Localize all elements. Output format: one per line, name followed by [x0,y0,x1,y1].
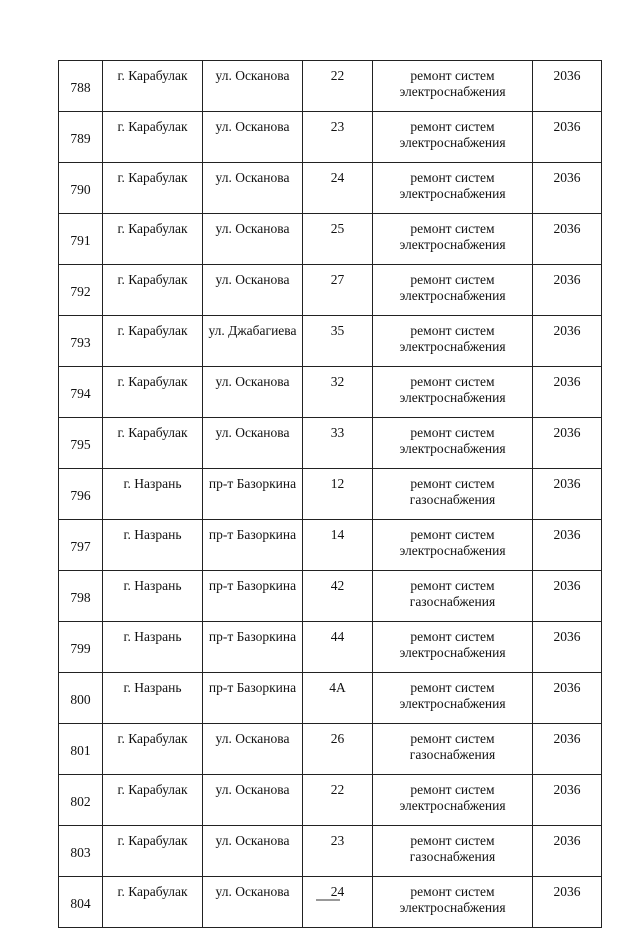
planned-year: 2036 [553,221,581,236]
row-number-cell [59,316,103,367]
city-name: г. Назрань [123,629,182,644]
planned-year: 2036 [553,680,581,695]
year-cell [533,520,602,571]
year-cell [533,673,602,724]
house-number: 35 [330,323,345,338]
city-name: г. Карабулак [117,731,188,746]
city-name: г. Карабулак [117,833,188,848]
year-cell [533,61,602,112]
work-type-cell [373,61,533,112]
street-cell [203,163,303,214]
city-name: г. Карабулак [117,272,188,287]
house-number-cell [303,571,373,622]
year-cell [533,724,602,775]
house-number: 33 [330,425,345,440]
row-number: 804 [70,896,91,911]
house-number: 4А [329,680,346,695]
work-type-line-2: газоснабжения [409,594,496,609]
street-cell [203,877,303,928]
city-cell [103,367,203,418]
house-number-cell [303,61,373,112]
house-number-cell [303,265,373,316]
work-type-line-2: электроснабжения [399,441,506,456]
city-name: г. Назрань [123,680,182,695]
scan-footer-mark [316,899,340,901]
row-number-cell [59,163,103,214]
planned-year: 2036 [553,323,581,338]
row-number-cell [59,520,103,571]
house-number: 32 [330,374,345,389]
row-number-cell [59,112,103,163]
work-type-line-2: электроснабжения [399,645,506,660]
row-number: 801 [70,743,91,758]
street-name: ул. Осканова [215,782,290,797]
table-row [59,418,602,469]
street-name: ул. Джабагиева [208,323,297,338]
house-number-cell [303,673,373,724]
street-name: ул. Осканова [215,884,290,899]
city-name: г. Карабулак [117,782,188,797]
table-body [59,61,602,928]
work-type-line-1: ремонт систем [410,68,495,83]
street-name: пр-т Базоркина [208,629,297,644]
street-cell [203,724,303,775]
street-cell [203,571,303,622]
city-name: г. Карабулак [117,119,188,134]
city-name: г. Назрань [123,476,182,491]
work-type-line-2: электроснабжения [399,390,506,405]
year-cell [533,571,602,622]
street-name: пр-т Базоркина [208,680,297,695]
work-type-line-2: газоснабжения [409,747,496,762]
work-type-line-2: электроснабжения [399,84,506,99]
street-cell [203,520,303,571]
planned-year: 2036 [553,833,581,848]
city-cell [103,214,203,265]
year-cell [533,316,602,367]
street-cell [203,112,303,163]
city-cell [103,775,203,826]
city-cell [103,520,203,571]
house-number-cell [303,112,373,163]
row-number-cell [59,418,103,469]
street-cell [203,265,303,316]
table-row [59,469,602,520]
city-cell [103,826,203,877]
table-row [59,265,602,316]
year-cell [533,622,602,673]
work-type-cell [373,775,533,826]
house-number: 44 [330,629,345,644]
city-cell [103,418,203,469]
table-row [59,826,602,877]
row-number: 803 [70,845,91,860]
work-type-cell [373,112,533,163]
work-type-cell [373,214,533,265]
street-name: ул. Осканова [215,221,290,236]
work-type-line-1: ремонт систем [410,119,495,134]
planned-year: 2036 [553,476,581,491]
house-number-cell [303,775,373,826]
house-number-cell [303,877,373,928]
house-number: 24 [330,884,345,899]
work-type-line-2: электроснабжения [399,135,506,150]
work-type-cell [373,571,533,622]
work-type-line-1: ремонт систем [410,323,495,338]
street-cell [203,622,303,673]
planned-year: 2036 [553,782,581,797]
row-number: 797 [70,539,91,554]
house-number: 22 [330,68,345,83]
street-name: ул. Осканова [215,272,290,287]
row-number: 800 [70,692,91,707]
house-number: 27 [330,272,345,287]
house-number: 22 [330,782,345,797]
work-type-cell [373,367,533,418]
work-type-line-1: ремонт систем [410,578,495,593]
year-cell [533,775,602,826]
work-type-line-2: электроснабжения [399,339,506,354]
work-type-line-1: ремонт систем [410,782,495,797]
house-number: 24 [330,170,345,185]
house-number: 23 [330,119,345,134]
work-type-cell [373,163,533,214]
table-row [59,775,602,826]
house-number-cell [303,214,373,265]
work-type-line-1: ремонт систем [410,680,495,695]
row-number-cell [59,214,103,265]
planned-year: 2036 [553,272,581,287]
city-name: г. Карабулак [117,374,188,389]
table-row [59,163,602,214]
house-number: 42 [330,578,345,593]
house-number-cell [303,163,373,214]
planned-year: 2036 [553,119,581,134]
table-row [59,622,602,673]
city-cell [103,316,203,367]
city-name: г. Карабулак [117,170,188,185]
row-number: 799 [70,641,91,656]
work-type-line-2: электроснабжения [399,186,506,201]
work-type-line-2: газоснабжения [409,849,496,864]
street-name: ул. Осканова [215,170,290,185]
street-cell [203,826,303,877]
city-cell [103,724,203,775]
house-number-cell [303,418,373,469]
city-name: г. Назрань [123,527,182,542]
row-number: 794 [70,386,91,401]
work-type-line-1: ремонт систем [410,374,495,389]
city-name: г. Карабулак [117,221,188,236]
work-type-cell [373,673,533,724]
year-cell [533,265,602,316]
planned-year: 2036 [553,629,581,644]
year-cell [533,163,602,214]
street-cell [203,775,303,826]
work-type-line-2: электроснабжения [399,543,506,558]
table-row [59,367,602,418]
housing-repair-table [58,60,602,928]
table-row [59,724,602,775]
row-number-cell [59,877,103,928]
row-number-cell [59,265,103,316]
work-type-line-1: ремонт систем [410,527,495,542]
work-type-cell [373,520,533,571]
work-type-line-1: ремонт систем [410,272,495,287]
year-cell [533,877,602,928]
work-type-line-1: ремонт систем [410,221,495,236]
work-type-line-1: ремонт систем [410,425,495,440]
row-number: 789 [70,131,91,146]
work-type-line-1: ремонт систем [410,629,495,644]
row-number: 798 [70,590,91,605]
house-number-cell [303,469,373,520]
table-row [59,214,602,265]
row-number: 802 [70,794,91,809]
city-cell [103,877,203,928]
table-row [59,61,602,112]
year-cell [533,469,602,520]
table-row [59,520,602,571]
row-number-cell [59,775,103,826]
row-number: 791 [70,233,91,248]
street-cell [203,673,303,724]
planned-year: 2036 [553,578,581,593]
work-type-line-2: электроснабжения [399,288,506,303]
planned-year: 2036 [553,68,581,83]
house-number: 26 [330,731,345,746]
planned-year: 2036 [553,884,581,899]
city-cell [103,112,203,163]
street-name: ул. Осканова [215,425,290,440]
city-name: г. Карабулак [117,323,188,338]
street-name: ул. Осканова [215,119,290,134]
work-type-line-1: ремонт систем [410,476,495,491]
planned-year: 2036 [553,527,581,542]
year-cell [533,418,602,469]
street-name: ул. Осканова [215,833,290,848]
street-name: ул. Осканова [215,731,290,746]
work-type-cell [373,622,533,673]
year-cell [533,826,602,877]
house-number-cell [303,622,373,673]
city-name: г. Карабулак [117,68,188,83]
street-name: пр-т Базоркина [208,476,297,491]
year-cell [533,214,602,265]
house-number: 14 [330,527,345,542]
street-name: пр-т Базоркина [208,578,297,593]
street-name: ул. Осканова [215,68,290,83]
row-number: 793 [70,335,91,350]
row-number: 790 [70,182,91,197]
row-number: 795 [70,437,91,452]
planned-year: 2036 [553,170,581,185]
row-number-cell [59,367,103,418]
row-number: 792 [70,284,91,299]
work-type-line-1: ремонт систем [410,170,495,185]
city-name: г. Назрань [123,578,182,593]
row-number: 796 [70,488,91,503]
work-type-line-2: электроснабжения [399,900,506,915]
work-type-cell [373,265,533,316]
work-type-cell [373,418,533,469]
house-number-cell [303,520,373,571]
year-cell [533,367,602,418]
row-number-cell [59,622,103,673]
city-cell [103,673,203,724]
city-cell [103,265,203,316]
work-type-cell [373,316,533,367]
city-cell [103,61,203,112]
street-cell [203,316,303,367]
city-name: г. Карабулак [117,425,188,440]
city-cell [103,571,203,622]
house-number-cell [303,724,373,775]
city-name: г. Карабулак [117,884,188,899]
work-type-cell [373,826,533,877]
street-cell [203,61,303,112]
city-cell [103,469,203,520]
city-cell [103,163,203,214]
work-type-line-1: ремонт систем [410,884,495,899]
planned-year: 2036 [553,374,581,389]
house-number: 25 [330,221,345,236]
work-type-line-2: электроснабжения [399,696,506,711]
planned-year: 2036 [553,731,581,746]
row-number-cell [59,826,103,877]
work-type-cell [373,724,533,775]
row-number-cell [59,469,103,520]
house-number-cell [303,316,373,367]
street-name: ул. Осканова [215,374,290,389]
row-number-cell [59,724,103,775]
work-type-line-1: ремонт систем [410,731,495,746]
work-type-line-2: электроснабжения [399,798,506,813]
row-number-cell [59,673,103,724]
street-cell [203,469,303,520]
work-type-line-2: газоснабжения [409,492,496,507]
table-row [59,877,602,928]
row-number: 788 [70,80,91,95]
table-row [59,112,602,163]
work-type-line-2: электроснабжения [399,237,506,252]
table-row [59,316,602,367]
row-number-cell [59,571,103,622]
year-cell [533,112,602,163]
table-row [59,673,602,724]
house-number-cell [303,826,373,877]
work-type-line-1: ремонт систем [410,833,495,848]
street-cell [203,214,303,265]
table-row [59,571,602,622]
street-cell [203,418,303,469]
house-number: 12 [330,476,345,491]
planned-year: 2036 [553,425,581,440]
street-name: пр-т Базоркина [208,527,297,542]
work-type-cell [373,877,533,928]
street-cell [203,367,303,418]
house-number: 23 [330,833,345,848]
city-cell [103,622,203,673]
house-number-cell [303,367,373,418]
row-number-cell [59,61,103,112]
work-type-cell [373,469,533,520]
